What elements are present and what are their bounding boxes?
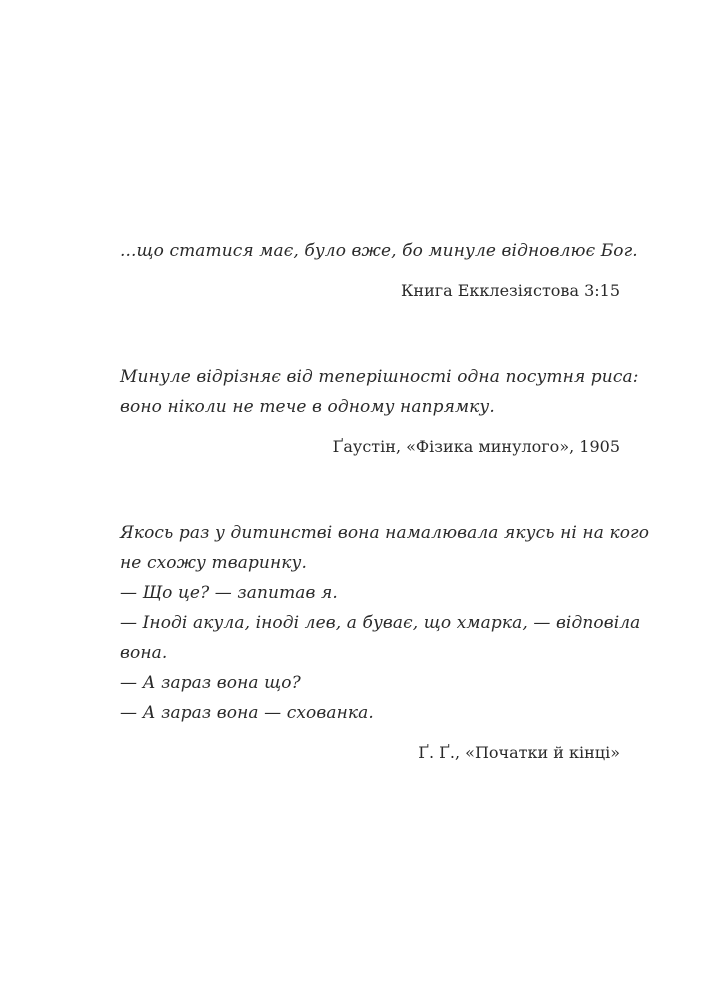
epigraph-line: — Що це? — запитав я. xyxy=(120,583,338,603)
book-page xyxy=(120,0,650,1000)
epigraph-attribution: Ґаустін, «Фізика минулого», 1905 xyxy=(332,437,620,456)
epigraph-ecclesiastes xyxy=(120,236,638,306)
epigraph-attribution: Ґ. Ґ., «Початки й кінці» xyxy=(418,743,620,762)
epigraph-line: Минуле відрізняє від теперішності одна посутня риса: xyxy=(120,367,639,387)
epigraph-line: — Іноді акула, іноді лев, а буває, що хмарка, — відповіла xyxy=(120,613,641,633)
epigraph-line: не схожу тваринку. xyxy=(120,553,307,573)
epigraph-physics-of-past xyxy=(120,362,639,462)
epigraph-line: — А зараз вона — схованка. xyxy=(120,703,374,723)
epigraph-line: вона. xyxy=(120,643,168,663)
epigraph-line: ...що статися має, було вже, бо минуле відновлює Бог. xyxy=(120,241,638,261)
epigraph-line: воно ніколи не тече в одному напрямку. xyxy=(120,397,495,417)
epigraph-beginnings-and-ends xyxy=(120,518,650,768)
epigraph-line: — А зараз вона що? xyxy=(120,673,301,693)
epigraph-line: Якось раз у дитинстві вона намалювала якусь ні на кого xyxy=(120,523,650,543)
epigraph-attribution: Книга Екклезіястова 3:15 xyxy=(401,281,620,300)
